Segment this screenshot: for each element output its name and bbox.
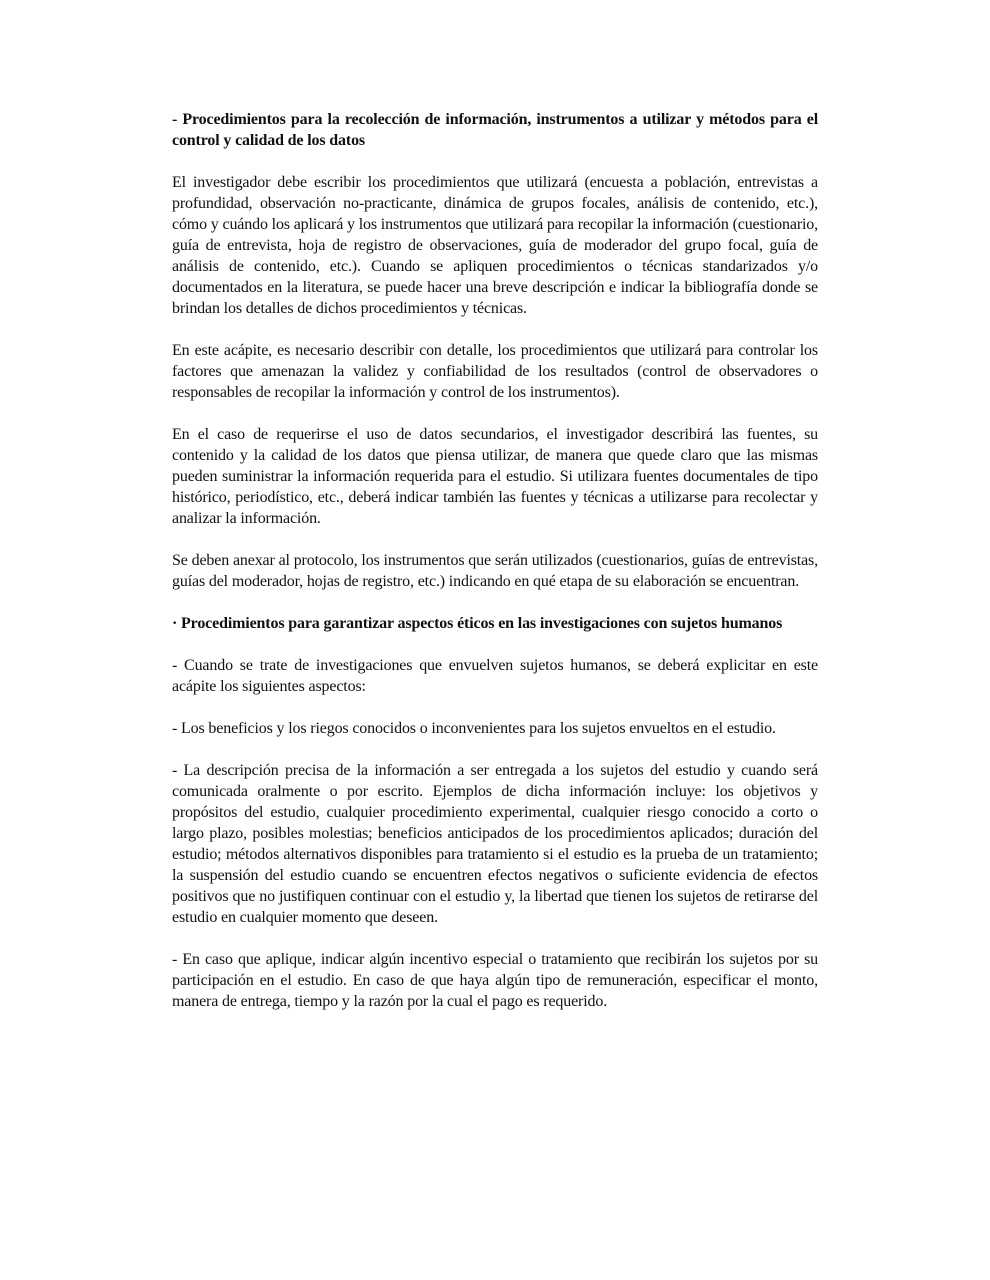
- paragraph: El investigador debe escribir los procedimientos que utilizará (encuesta a población, entrevistas a profundidad, observación no-practicante, dinámica de grupos focales, análisis de contenido, etc.), cómo y cuándo los aplicará y los instrumentos que utilizará para recopilar la información (cuestionario, guía de entrevista, hoja de registro de observaciones, guía de moderador del grupo focal, guía de análisis de contenido, etc.). Cuando se apliquen procedimientos o técnicas standarizados y/o documentados en la literatura, se puede hacer una breve descripción e indicar la bibliografía donde se brindan los detalles de dichos procedimientos y técnicas.: [172, 174, 818, 317]
- paragraph: - La descripción precisa de la información a ser entregada a los sujetos del estudio y cuando será comunicada oralmente o por escrito. Ejemplos de dicha información incluye: los objetivos y propósitos del estudio, cualquier procedimiento experimental, cualquier riesgo conocido a corto o largo plazo, posibles molestias; beneficios anticipados de los procedimientos aplicados; duración del estudio; métodos alternativos disponibles para tratamiento si el estudio es la prueba de un tratamiento; la suspensión del estudio cuando se encuentren efectos negativos o suficiente evidencia de efectos positivos que no justifiquen continuar con el estudio y, la libertad que tienen los sujetos de retirarse del estudio en cualquier momento que deseen.: [172, 762, 818, 926]
- document-page: [172, 109, 818, 1033]
- section-heading-ethics: · Procedimientos para garantizar aspectos éticos en las investigaciones con sujetos humanos: [172, 615, 783, 632]
- paragraph: En este acápite, es necesario describir con detalle, los procedimientos que utilizará para controlar los factores que amenazan la validez y confiabilidad de los resultados (control de observadores o responsables de recopilar la información y control de los instrumentos).: [172, 342, 818, 401]
- paragraph: - En caso que aplique, indicar algún incentivo especial o tratamiento que recibirán los sujetos por su participación en el estudio. En caso de que haya algún tipo de remuneración, especificar el monto, manera de entrega, tiempo y la razón por la cual el pago es requerido.: [172, 951, 818, 1010]
- paragraph: - Cuando se trate de investigaciones que envuelven sujetos humanos, se deberá explicitar en este acápite los siguientes aspectos:: [172, 657, 818, 695]
- paragraph: Se deben anexar al protocolo, los instrumentos que serán utilizados (cuestionarios, guías de entrevistas, guías del moderador, hojas de registro, etc.) indicando en qué etapa de su elaboración se encuentran.: [172, 552, 818, 590]
- paragraph: En el caso de requerirse el uso de datos secundarios, el investigador describirá las fuentes, su contenido y la calidad de los datos que piensa utilizar, de manera que quede claro que las mismas pueden suministrar la información requerida para el estudio. Si utilizara fuentes documentales de tipo histórico, periodístico, etc., deberá indicar también las fuentes y técnicas a utilizarse para recolectar y analizar la información.: [172, 426, 818, 527]
- paragraph: - Los beneficios y los riegos conocidos o inconvenientes para los sujetos envueltos en el estudio.: [172, 720, 776, 737]
- section-heading-data-collection: - Procedimientos para la recolección de información, instrumentos a utilizar y métodos para el control y calidad de los datos: [172, 111, 818, 149]
